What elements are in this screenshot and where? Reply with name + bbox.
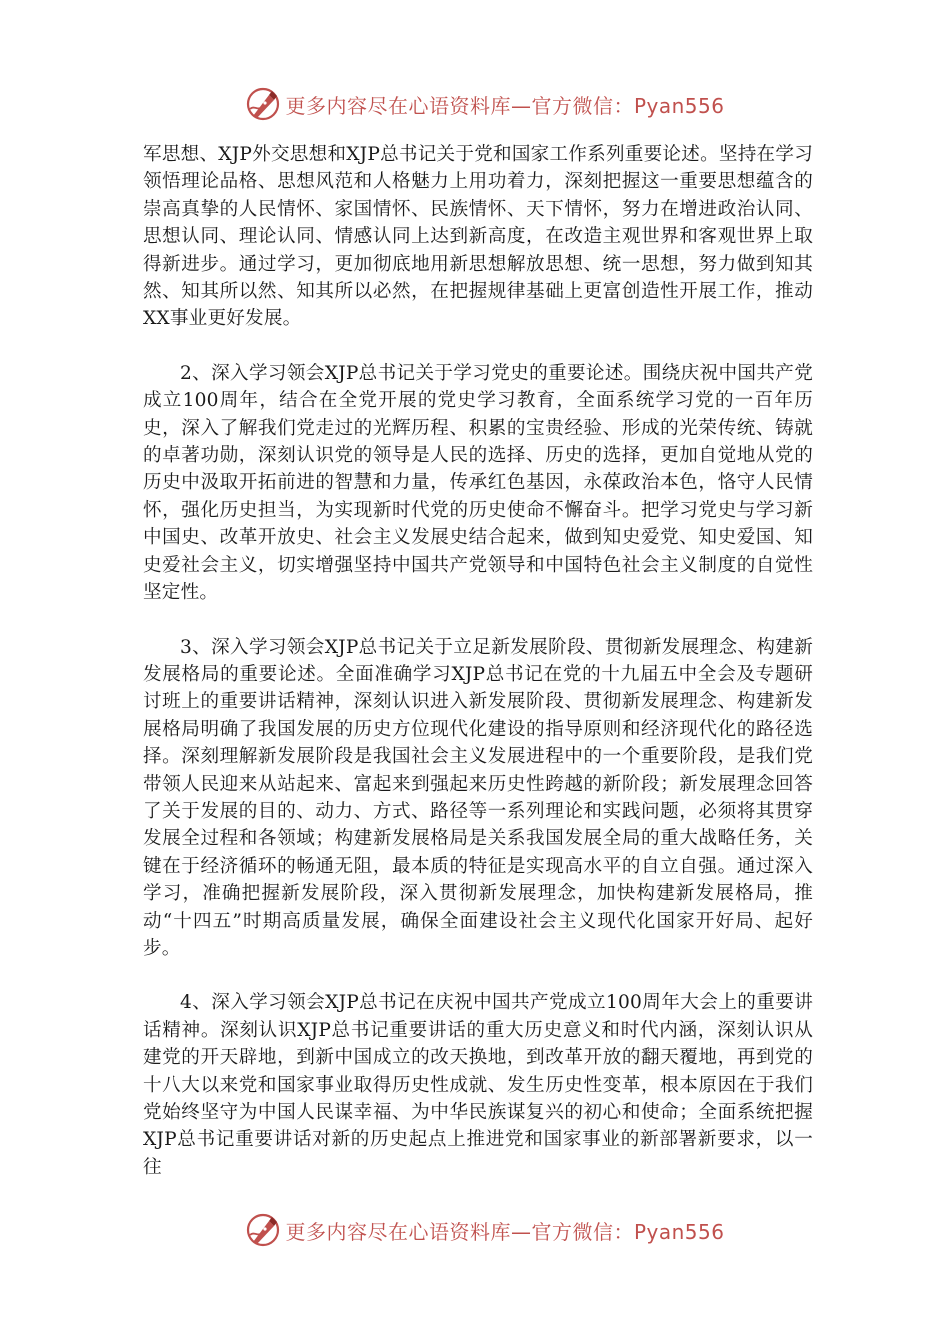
- paragraph-item-2: 2、深入学习领会XJP总书记关于学习党史的重要论述。围绕庆祝中国共产党成立100周年，结合在全党开展的党史学习教育，全面系统学习党的一百年历史，深入了解我们党走过的光辉历程、积累的宝贵经验、形成的光荣传统、铸就的卓著功勋，深刻认识党的领导是人民的选择、历史的选择，更加自觉地从党的历史中汲取开拓前进的智慧和力量，传承红色基因，永葆政治本色，恪守人民情怀，强化历史担当，为实现新时代党的历史使命不懈奋斗。把学习党史与学习新中国史、改革开放史、社会主义发展史结合起来，做到知史爱党、知史爱国、知史爱社会主义，切实增强坚持中国共产党领导和中国特色社会主义制度的自觉性坚定性。: [143, 362, 813, 604]
- pen-nib-logo-icon: [245, 1212, 281, 1248]
- header-banner: [0, 81, 950, 127]
- document-body: [143, 141, 813, 1181]
- paragraph-continuation: 军思想、XJP外交思想和XJP总书记关于党和国家工作系列重要论述。坚持在学习领悟理论品格、思想风范和人格魅力上用功着力，深刻把握这一重要思想蕴含的崇高真挚的人民情怀、家国情怀、民族情怀、天下情怀，努力在增进政治认同、思想认同、理论认同、情感认同上达到新高度，在改造主观世界和客观世界上取得新进步。通过学习，更加彻底地用新思想解放思想、统一思想，努力做到知其然、知其所以然、知其所以必然，在把握规律基础上更富创造性开展工作，推动XX事业更好发展。: [143, 144, 813, 330]
- pen-nib-logo-icon: [245, 86, 281, 122]
- footer-banner-text: 更多内容尽在心语资料库—官方微信：Pyan556: [285, 1219, 725, 1244]
- paragraph-item-4: 4、深入学习领会XJP总书记在庆祝中国共产党成立100周年大会上的重要讲话精神。深刻认识XJP总书记重要讲话的重大历史意义和时代内涵，深刻认识从建党的开天辟地，到新中国成立的改天换地，到改革开放的翻天覆地，再到党的十八大以来党和国家事业取得历史性成就、发生历史性变革，根本原因在于我们党始终坚守为中国人民谋幸福、为中华民族谋复兴的初心和使命；全面系统把握XJP总书记重要讲话对新的历史起点上推进党和国家事业的新部署新要求，以一往: [143, 992, 813, 1178]
- paragraph-item-3: 3、深入学习领会XJP总书记关于立足新发展阶段、贯彻新发展理念、构建新发展格局的重要论述。全面准确学习XJP总书记在党的十九届五中全会及专题研讨班上的重要讲话精神，深刻认识进入新发展阶段、贯彻新发展理念、构建新发展格局明确了我国发展的历史方位现代化建设的指导原则和经济现代化的路径选择。深刻理解新发展阶段是我国社会主义发展进程中的一个重要阶段，是我们党带领人民迎来从站起来、富起来到强起来历史性跨越的新阶段；新发展理念回答了关于发展的目的、动力、方式、路径等一系列理论和实践问题，必须将其贯穿发展全过程和各领域；构建新发展格局是关系我国发展全局的重大战略任务，关键在于经济循环的畅通无阻，最本质的特征是实现高水平的自立自强。通过深入学习，准确把握新发展阶段，深入贯彻新发展理念，加快构建新发展格局，推动“十四五”时期高质量发展，确保全面建设社会主义现代化国家开好局、起好步。: [143, 636, 813, 959]
- footer-banner: [0, 1207, 950, 1253]
- paragraph-gap: [143, 333, 813, 360]
- paragraph-gap: [143, 962, 813, 989]
- paragraph-gap: [143, 607, 813, 634]
- header-banner-text: 更多内容尽在心语资料库—官方微信：Pyan556: [285, 93, 725, 118]
